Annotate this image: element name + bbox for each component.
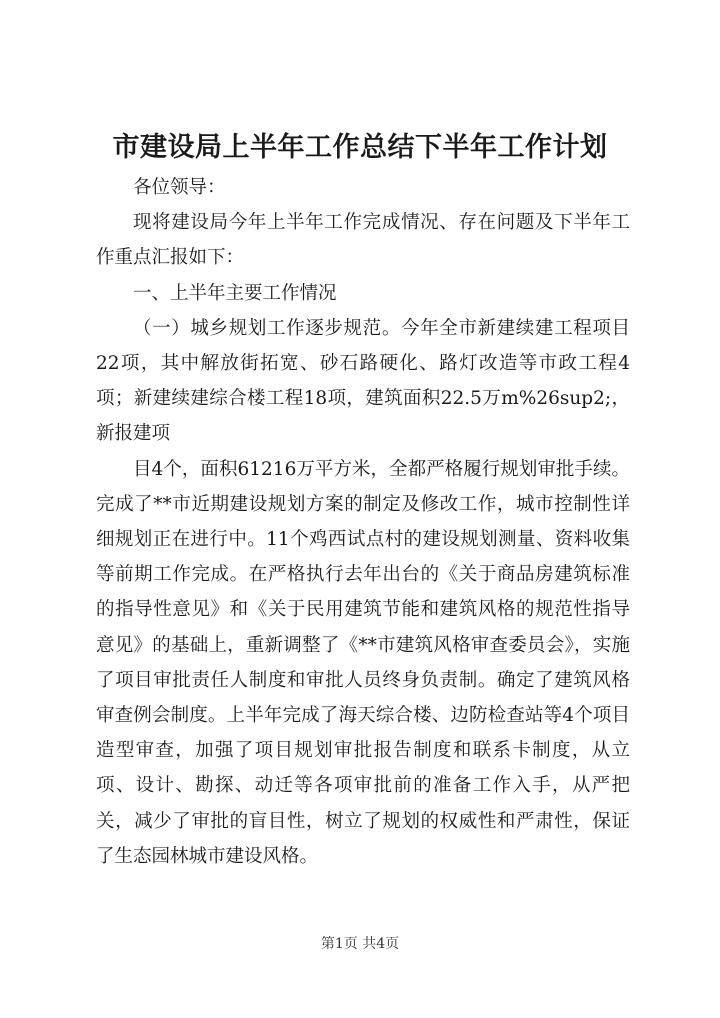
document-body <box>96 170 630 874</box>
body-paragraph: （一）城乡规划工作逐步规范。今年全市新建续建工程项目22项，其中解放街拓宽、砂石路硬化、路灯改造等市政工程4项；新建续建综合楼工程18项，建筑面积22.5万m%26sup2;，新报建项 <box>96 317 630 445</box>
section-heading: 一、上半年主要工作情况 <box>133 282 337 304</box>
body-paragraph: 目4个，面积61216万平方米，全都严格履行规划审批手续。完成了**市近期建设规划方案的制定及修改工作，城市控制性详细规划正在进行中。11个鸡西试点村的建设规划测量、资料收集等前期工作完成。在严格执行去年出台的《关于商品房建筑标准的指导性意见》和《关于民用建筑节能和建筑风格的规范性指导意见》的基础上，重新调整了《**市建筑风格审查委员会》，实施了项目审批责任人制度和审批人员终身负责制。确定了建筑风格审查例会制度。上半年完成了海天综合楼、边防检查站等4个项目造型审查，加强了项目规划审批报告制度和联系卡制度，从立项、设计、勘探、动迁等各项审批前的准备工作入手，从严把关，减少了审批的盲目性，树立了规划的权威性和严肃性，保证了生态园林城市建设风格。 <box>96 458 630 867</box>
page-footer: 第1页 共4页 <box>320 936 400 952</box>
greeting-paragraph: 各位领导： <box>133 177 226 198</box>
document-title: 市建设局上半年工作总结下半年工作计划 <box>112 132 608 163</box>
intro-paragraph: 现将建设局今年上半年工作完成情况、存在问题及下半年工作重点汇报如下： <box>96 212 630 269</box>
